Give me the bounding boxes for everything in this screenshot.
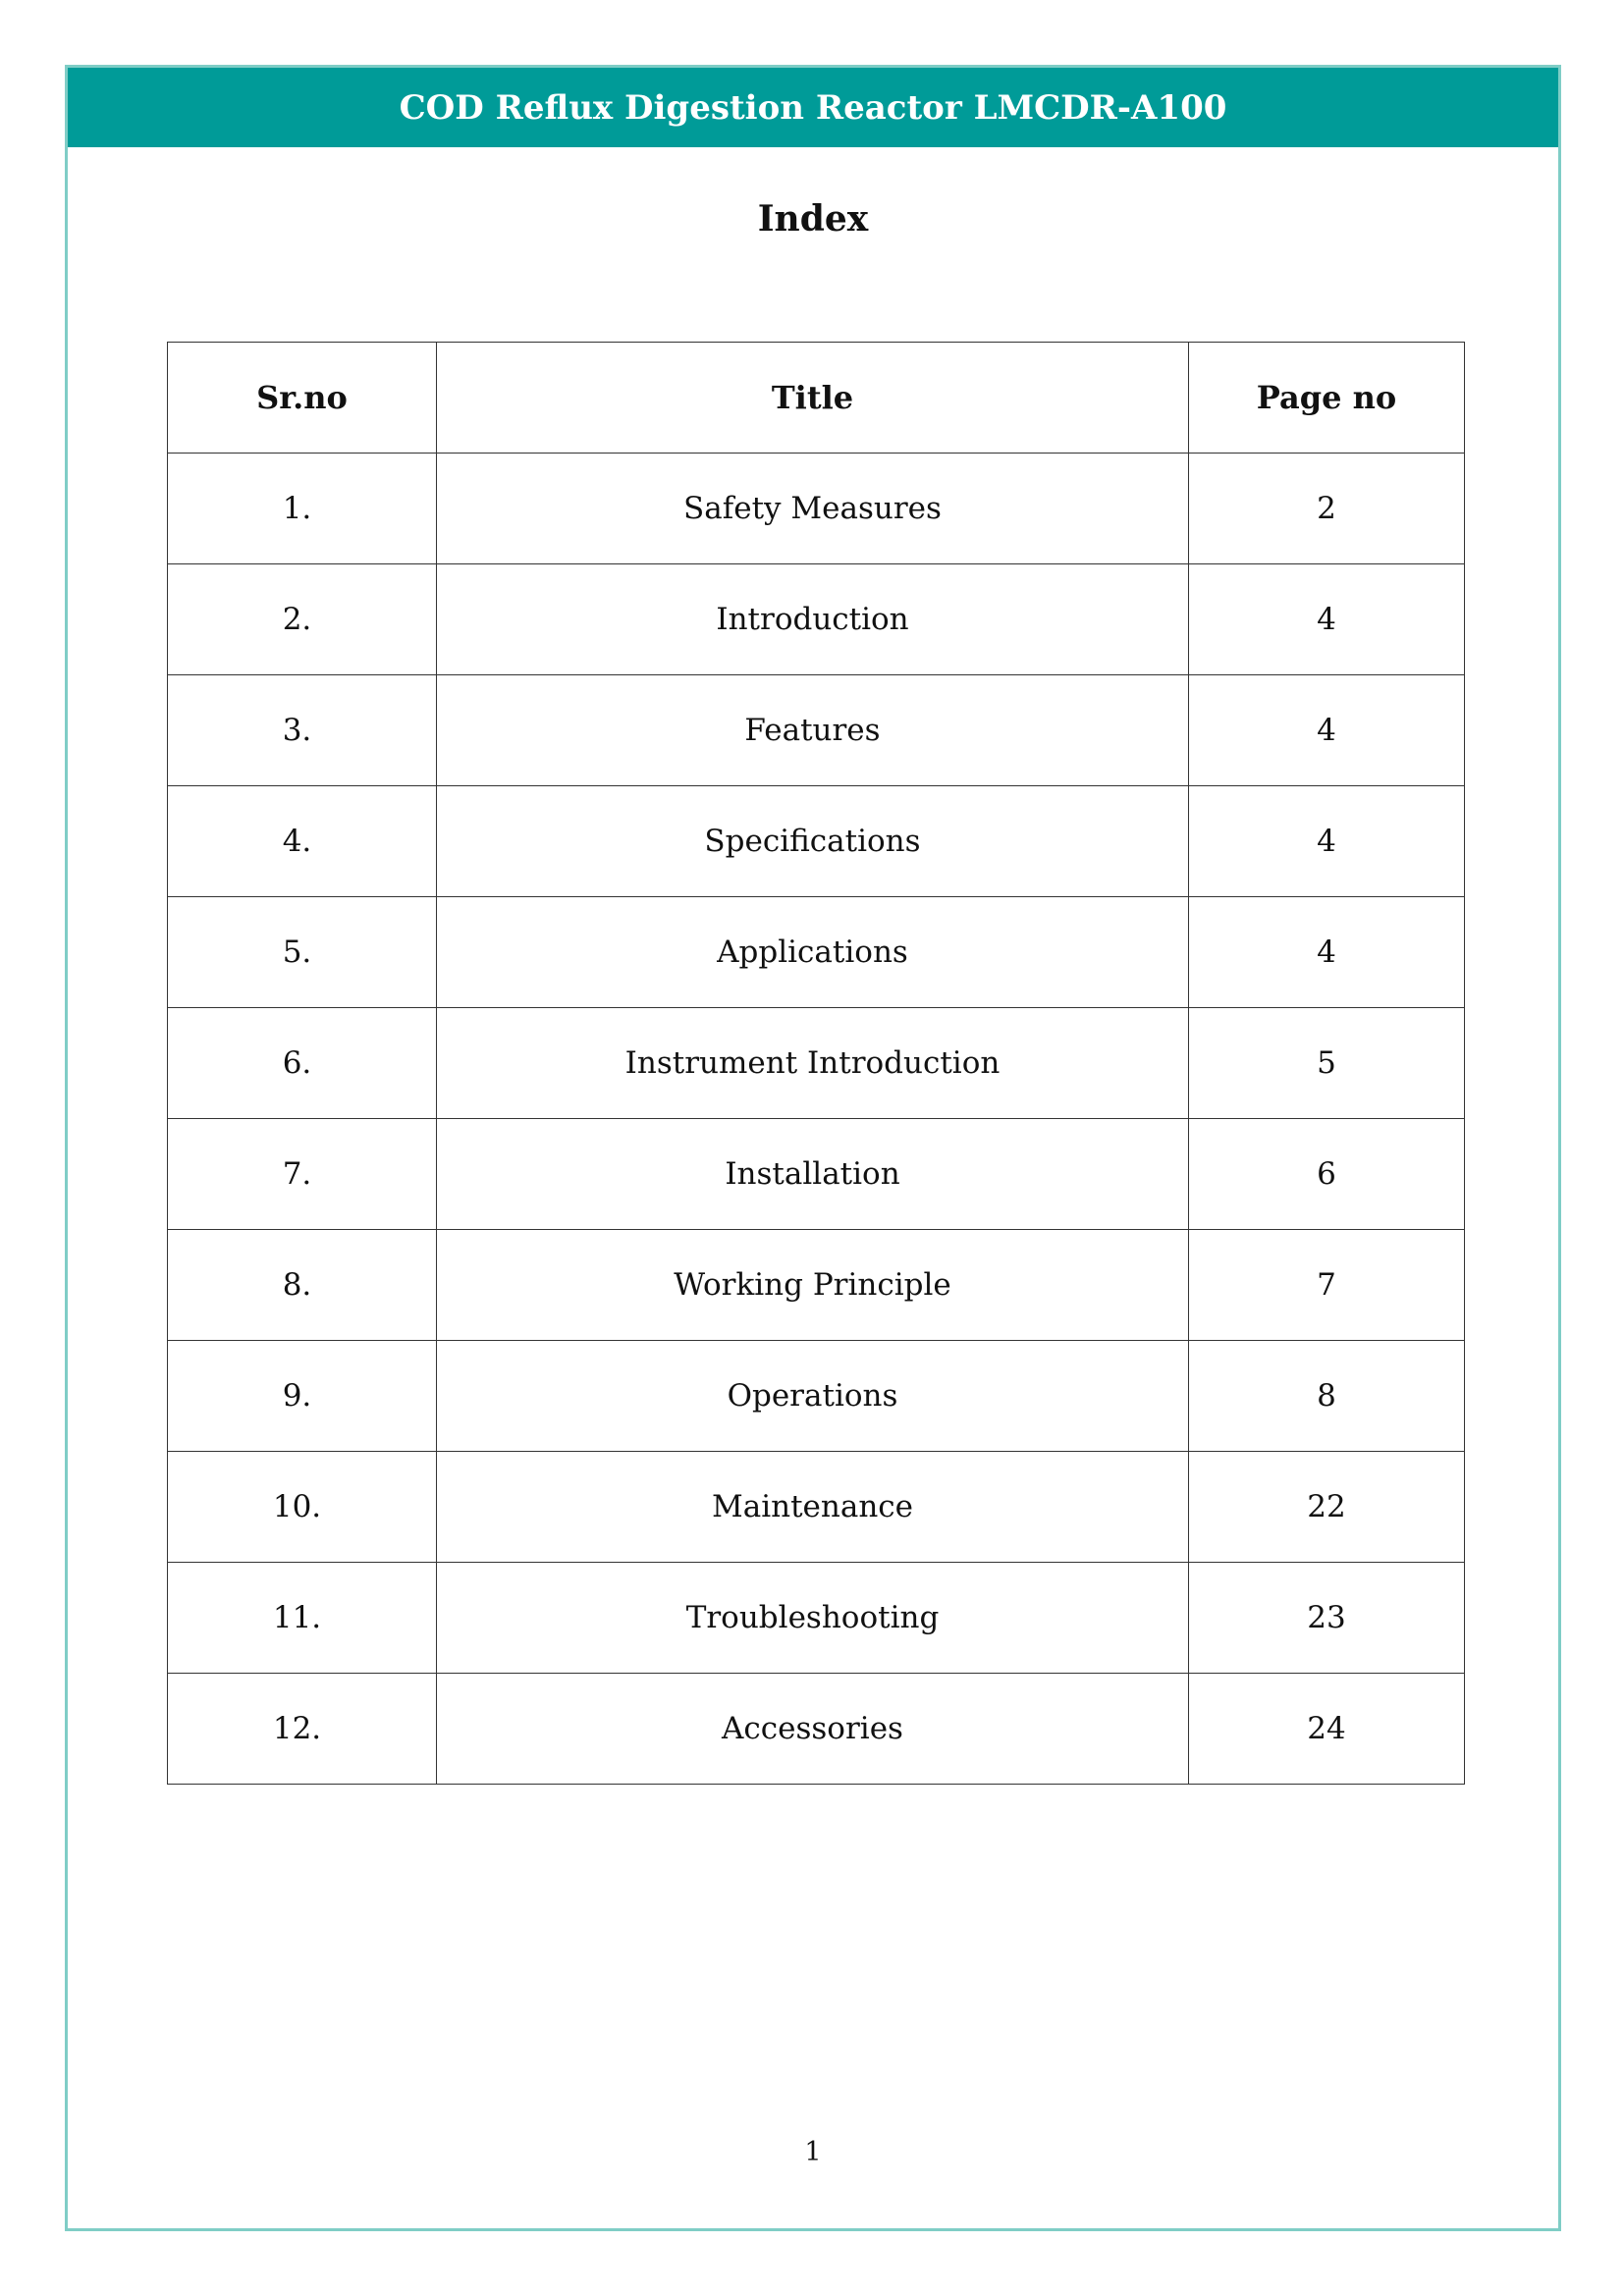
cell-sr-no: 5.	[168, 897, 437, 1008]
cell-sr-no: 11.	[168, 1563, 437, 1674]
table-row	[168, 675, 1465, 786]
cell-title: Operations	[437, 1341, 1189, 1452]
cell-page-no: 8	[1189, 1341, 1465, 1452]
index-heading: Index	[757, 198, 869, 240]
cell-sr-no: 12.	[168, 1674, 437, 1785]
cell-title: Installation	[437, 1119, 1189, 1230]
cell-title: Introduction	[437, 564, 1189, 675]
cell-page-no: 7	[1189, 1230, 1465, 1341]
cell-page-no: 23	[1189, 1563, 1465, 1674]
page-frame	[65, 65, 1561, 2231]
page-number: 1	[804, 2137, 822, 2167]
cell-page-no: 22	[1189, 1452, 1465, 1563]
table-row	[168, 1341, 1465, 1452]
header-bar	[68, 68, 1558, 147]
table-row	[168, 454, 1465, 564]
cell-page-no: 24	[1189, 1674, 1465, 1785]
cell-title: Maintenance	[437, 1452, 1189, 1563]
cell-page-no: 4	[1189, 675, 1465, 786]
cell-page-no: 2	[1189, 454, 1465, 564]
table-row	[168, 1563, 1465, 1674]
cell-title: Specifications	[437, 786, 1189, 897]
cell-page-no: 6	[1189, 1119, 1465, 1230]
table-row	[168, 1674, 1465, 1785]
column-header-title: Title	[437, 343, 1189, 454]
cell-page-no: 4	[1189, 564, 1465, 675]
cell-sr-no: 8.	[168, 1230, 437, 1341]
table-of-contents	[167, 342, 1465, 1785]
cell-title: Safety Measures	[437, 454, 1189, 564]
cell-sr-no: 9.	[168, 1341, 437, 1452]
table-header-row	[168, 343, 1465, 454]
column-header-page-no: Page no	[1189, 343, 1465, 454]
table-row	[168, 897, 1465, 1008]
document-title: COD Reflux Digestion Reactor LMCDR-A100	[399, 87, 1227, 128]
cell-title: Instrument Introduction	[437, 1008, 1189, 1119]
cell-sr-no: 10.	[168, 1452, 437, 1563]
table-row	[168, 1119, 1465, 1230]
cell-title: Troubleshooting	[437, 1563, 1189, 1674]
cell-sr-no: 2.	[168, 564, 437, 675]
cell-page-no: 4	[1189, 897, 1465, 1008]
table-row	[168, 1230, 1465, 1341]
cell-title: Accessories	[437, 1674, 1189, 1785]
cell-sr-no: 1.	[168, 454, 437, 564]
cell-sr-no: 6.	[168, 1008, 437, 1119]
table-row	[168, 1452, 1465, 1563]
column-header-sr-no: Sr.no	[168, 343, 437, 454]
table-row	[168, 786, 1465, 897]
table-row	[168, 1008, 1465, 1119]
cell-page-no: 5	[1189, 1008, 1465, 1119]
cell-sr-no: 3.	[168, 675, 437, 786]
cell-title: Features	[437, 675, 1189, 786]
cell-title: Working Principle	[437, 1230, 1189, 1341]
cell-title: Applications	[437, 897, 1189, 1008]
cell-sr-no: 7.	[168, 1119, 437, 1230]
table-row	[168, 564, 1465, 675]
table-body	[168, 454, 1465, 1785]
cell-sr-no: 4.	[168, 786, 437, 897]
cell-page-no: 4	[1189, 786, 1465, 897]
